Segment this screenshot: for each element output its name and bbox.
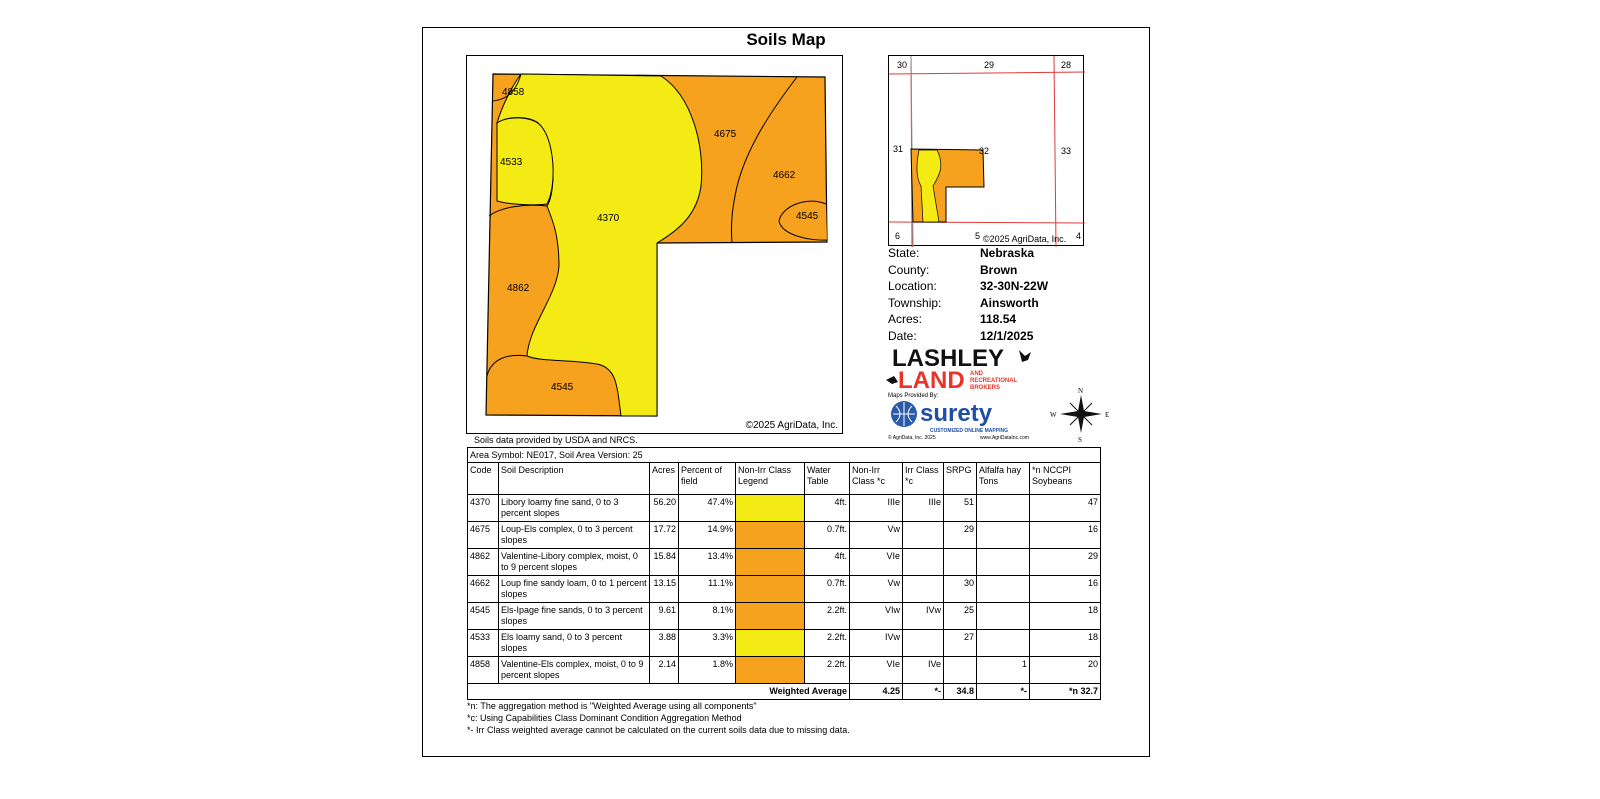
cell-wt: 0.7ft. — [805, 576, 850, 603]
property-info — [888, 246, 1048, 345]
cell-wt: 4ft. — [805, 495, 850, 522]
cell-desc: Els-Ipage fine sands, 0 to 3 percent slopes — [499, 603, 650, 630]
cell-desc: Loup fine sandy loam, 0 to 1 percent slopes — [499, 576, 650, 603]
col-header: Code — [468, 463, 499, 495]
cell-desc: Valentine-Els complex, moist, 0 to 9 percent slopes — [499, 657, 650, 684]
class-legend-swatch — [736, 522, 805, 549]
info-value: Nebraska — [980, 246, 1035, 260]
cell-wt: 2.2ft. — [805, 657, 850, 684]
weighted-alfalfa: *- — [977, 684, 1030, 699]
table-row — [468, 576, 1101, 603]
cell-srpg — [944, 549, 977, 576]
info-key: Acres: — [888, 312, 923, 326]
map-label: 4545 — [551, 382, 574, 393]
cell-desc: Valentine-Libory complex, moist, 0 to 9 percent slopes — [499, 549, 650, 576]
section-label: 5 — [975, 231, 981, 241]
cell-nccpi: 16 — [1030, 576, 1101, 603]
cell-wt: 2.2ft. — [805, 603, 850, 630]
table-row — [468, 630, 1101, 657]
svg-text:LASHLEY: LASHLEY — [892, 345, 1005, 372]
cell-pct: 8.1% — [679, 603, 736, 630]
info-key: Location: — [888, 279, 937, 293]
section-label: 33 — [1061, 146, 1072, 156]
footnote: *c: Using Capabilities Class Dominant Condition Aggregation Method — [467, 713, 742, 723]
cell-code: 4545 — [468, 603, 499, 630]
cell-srpg: 30 — [944, 576, 977, 603]
cell-irr — [903, 576, 944, 603]
cell-desc: Els loamy sand, 0 to 3 percent slopes — [499, 630, 650, 657]
cell-pct: 14.9% — [679, 522, 736, 549]
cell-irr: IVw — [903, 603, 944, 630]
cell-acres: 9.61 — [650, 603, 679, 630]
cell-acres: 15.84 — [650, 549, 679, 576]
section-label: 4 — [1076, 231, 1082, 241]
col-header: Non-Irr Class Legend — [736, 463, 805, 495]
cell-nonirr: VIe — [850, 657, 903, 684]
cell-code: 4675 — [468, 522, 499, 549]
cell-irr — [903, 549, 944, 576]
cell-desc: Libory loamy fine sand, 0 to 3 percent slopes — [499, 495, 650, 522]
cell-irr — [903, 630, 944, 657]
info-key: State: — [888, 246, 920, 260]
section-label: 29 — [984, 60, 995, 70]
col-header: Soil Description — [499, 463, 650, 495]
surety-logo — [888, 400, 1048, 434]
cell-wt: 2.2ft. — [805, 630, 850, 657]
cell-alf — [977, 549, 1030, 576]
col-header: SRPG — [944, 463, 977, 495]
svg-text:BROKERS: BROKERS — [970, 385, 1001, 391]
class-legend-swatch — [736, 576, 805, 603]
cell-pct: 11.1% — [679, 576, 736, 603]
weighted-nonirr: 4.25 — [850, 684, 903, 699]
cell-code: 4862 — [468, 549, 499, 576]
cell-pct: 1.8% — [679, 657, 736, 684]
cell-alf — [977, 630, 1030, 657]
map-label: 4533 — [500, 157, 523, 168]
cell-srpg: 25 — [944, 603, 977, 630]
class-legend-swatch — [736, 495, 805, 522]
col-header: Alfalfa hay Tons — [977, 463, 1030, 495]
col-header: Water Table — [805, 463, 850, 495]
footnote: *- Irr Class weighted average cannot be calculated on the current soils data due to missing data. — [467, 725, 850, 735]
info-value: 12/1/2025 — [980, 328, 1034, 343]
cell-wt: 0.7ft. — [805, 522, 850, 549]
col-header: *n NCCPI Soybeans — [1030, 463, 1101, 495]
map-copyright: ©2025 AgriData, Inc. — [745, 420, 838, 431]
locator-map — [888, 55, 1084, 246]
weighted-irr: *- — [903, 684, 944, 699]
cell-acres: 2.14 — [650, 657, 679, 684]
cell-nonirr: VIe — [850, 549, 903, 576]
cell-nccpi: 18 — [1030, 603, 1101, 630]
col-header: Percent of field — [679, 463, 736, 495]
weighted-srpg: 34.8 — [944, 684, 977, 699]
svg-text:S: S — [1078, 436, 1082, 443]
class-legend-swatch — [736, 549, 805, 576]
cell-srpg: 51 — [944, 495, 977, 522]
cell-acres: 17.72 — [650, 522, 679, 549]
data-source-note: Soils data provided by USDA and NRCS. — [474, 435, 638, 445]
cell-alf — [977, 576, 1030, 603]
info-key: Date: — [888, 328, 917, 343]
section-label: 28 — [1061, 60, 1072, 70]
svg-text:LAND: LAND — [898, 367, 965, 392]
svg-text:RECREATIONAL: RECREATIONAL — [970, 378, 1018, 384]
cell-alf: 1 — [977, 657, 1030, 684]
section-label: 30 — [897, 60, 908, 70]
class-legend-swatch — [736, 630, 805, 657]
svg-text:surety: surety — [920, 400, 993, 427]
cell-nccpi: 18 — [1030, 630, 1101, 657]
info-value: 32-30N-22W — [980, 279, 1049, 293]
footnote: *n: The aggregation method is "Weighted Average using all components" — [467, 701, 757, 711]
class-legend-swatch — [736, 603, 805, 630]
section-label: 6 — [895, 231, 901, 241]
cell-pct: 47.4% — [679, 495, 736, 522]
cell-pct: 3.3% — [679, 630, 736, 657]
table-row — [468, 522, 1101, 549]
col-header: Non-Irr Class *c — [850, 463, 903, 495]
cell-nccpi: 29 — [1030, 549, 1101, 576]
section-label: 32 — [979, 146, 990, 156]
class-legend-swatch — [736, 657, 805, 684]
cell-nonirr: Vw — [850, 522, 903, 549]
cell-nonirr: VIw — [850, 603, 903, 630]
info-key: County: — [888, 262, 930, 277]
table-row — [468, 657, 1101, 684]
svg-text:AND: AND — [970, 371, 983, 377]
info-value: Ainsworth — [980, 295, 1039, 310]
map-label: 4675 — [714, 129, 737, 140]
col-header: Irr Class *c — [903, 463, 944, 495]
page-title: Soils Map — [746, 30, 826, 49]
cell-irr: IIIe — [903, 495, 944, 522]
cell-nccpi: 47 — [1030, 495, 1101, 522]
soil-polygons — [467, 56, 844, 435]
footnotes — [467, 700, 850, 736]
cell-nonirr: IIIe — [850, 495, 903, 522]
cell-code: 4662 — [468, 576, 499, 603]
lashley-land-logo — [884, 342, 1044, 392]
cell-desc: Loup-Els complex, 0 to 3 percent slopes — [499, 522, 650, 549]
table-row — [468, 495, 1101, 522]
map-label: 4545 — [796, 211, 819, 222]
svg-text:E: E — [1105, 411, 1110, 419]
cell-wt: 4ft. — [805, 549, 850, 576]
cell-srpg: 29 — [944, 522, 977, 549]
cell-acres: 3.88 — [650, 630, 679, 657]
weighted-average-label: Weighted Average — [468, 684, 850, 699]
svg-text:CUSTOMIZED ONLINE MAPPING: CUSTOMIZED ONLINE MAPPING — [930, 428, 1008, 434]
svg-text:W: W — [1050, 411, 1057, 419]
cell-nonirr: IVw — [850, 630, 903, 657]
cell-nonirr: Vw — [850, 576, 903, 603]
svg-text:N: N — [1078, 387, 1084, 395]
maps-provided-by: Maps Provided By: — [888, 393, 939, 399]
cell-nccpi: 16 — [1030, 522, 1101, 549]
cell-code: 4370 — [468, 495, 499, 522]
agridata-copyright: © AgriData, Inc. 2025 — [888, 435, 936, 441]
section-label: 31 — [893, 144, 904, 154]
col-header: Acres — [650, 463, 679, 495]
compass-rose-icon — [1050, 385, 1112, 443]
area-symbol: Area Symbol: NE017, Soil Area Version: 25 — [468, 448, 1101, 463]
cell-alf — [977, 522, 1030, 549]
weighted-nccpi: *n 32.7 — [1030, 684, 1101, 699]
map-label: 4662 — [773, 170, 796, 181]
cell-pct: 13.4% — [679, 549, 736, 576]
table-row — [468, 549, 1101, 576]
cell-alf — [977, 603, 1030, 630]
cell-code: 4533 — [468, 630, 499, 657]
map-label: 4370 — [597, 213, 620, 224]
cell-acres: 56.20 — [650, 495, 679, 522]
locator-copyright: ©2025 AgriData, Inc. — [983, 234, 1067, 244]
info-value: 118.54 — [980, 312, 1017, 326]
info-value: Brown — [980, 262, 1018, 277]
cell-srpg — [944, 657, 977, 684]
soils-table — [467, 447, 1101, 700]
map-label: 4862 — [507, 283, 530, 294]
cell-nccpi: 20 — [1030, 657, 1101, 684]
table-row — [468, 603, 1101, 630]
cell-alf — [977, 495, 1030, 522]
cell-irr: IVe — [903, 657, 944, 684]
soils-map — [466, 55, 843, 434]
cell-code: 4858 — [468, 657, 499, 684]
map-label: 4858 — [502, 87, 525, 98]
agridata-url: www.AgriDataInc.com — [980, 435, 1029, 441]
locator-lines — [889, 56, 1085, 247]
info-key: Township: — [888, 295, 942, 310]
cell-srpg: 27 — [944, 630, 977, 657]
cell-acres: 13.15 — [650, 576, 679, 603]
cell-irr — [903, 522, 944, 549]
